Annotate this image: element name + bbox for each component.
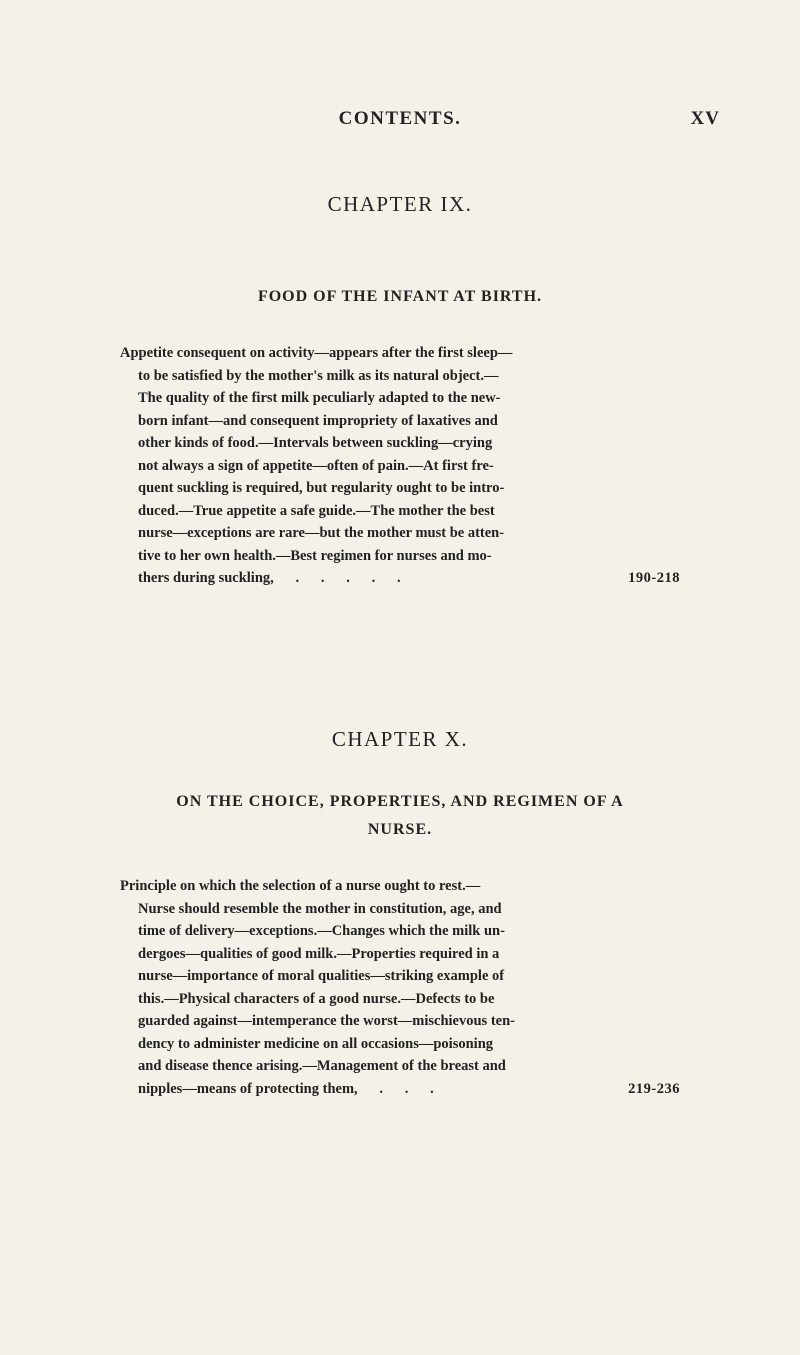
- chapter-ix-subtitle-block: [0, 283, 800, 311]
- running-title: CONTENTS.: [338, 108, 462, 129]
- chapter-subtitle: ON THE CHOICE, PROPERTIES, AND REGIMEN OF A: [176, 793, 624, 810]
- synopsis-final-text: nipples—means of protecting them, . . .: [138, 1080, 434, 1097]
- chapter-subtitle: NURSE.: [367, 821, 433, 838]
- synopsis-line: Appetite consequent on activity—appears after the first sleep—: [120, 345, 513, 361]
- synopsis-line: quent suckling is required, but regularity ought to be intro-: [138, 480, 505, 496]
- chapter-heading: CHAPTER X.: [331, 727, 469, 751]
- chapter-x-heading-block: [0, 727, 800, 752]
- running-head: [0, 108, 800, 138]
- synopsis-line: this.—Physical characters of a good nurse.—Defects to be: [138, 990, 495, 1007]
- chapter-ix-synopsis: [120, 342, 680, 590]
- chapter-subtitle: FOOD OF THE INFANT AT BIRTH.: [257, 288, 543, 305]
- synopsis-final-text: thers during suckling, . . . . .: [138, 570, 401, 586]
- synopsis-line: born infant—and consequent impropriety of laxatives and: [138, 412, 498, 429]
- synopsis-line: nurse—exceptions are rare—but the mother must be atten-: [138, 525, 505, 541]
- synopsis-line: Nurse should resemble the mother in constitution, age, and: [138, 900, 502, 917]
- synopsis-line: dergoes—qualities of good milk.—Properties required in a: [138, 945, 500, 962]
- chapter-heading: CHAPTER IX.: [327, 192, 473, 216]
- synopsis-final-line: [120, 567, 680, 590]
- synopsis-line: nurse—importance of moral qualities—striking example of: [138, 968, 505, 984]
- synopsis-line: tive to her own health.—Best regimen for nurses and mo-: [138, 547, 492, 564]
- synopsis-line: Principle on which the selection of a nurse ought to rest.—: [120, 878, 481, 894]
- chapter-x-synopsis: [120, 875, 680, 1100]
- synopsis-line: The quality of the first milk peculiarly adapted to the new-: [138, 390, 501, 406]
- synopsis-line: dency to administer medicine on all occasions—poisoning: [138, 1035, 494, 1052]
- page-folio: XV: [690, 108, 720, 129]
- synopsis-line: duced.—True appetite a safe guide.—The mother the best: [138, 502, 495, 519]
- synopsis-final-line: [120, 1078, 680, 1101]
- synopsis-line: time of delivery—exceptions.—Changes which the milk un-: [138, 923, 505, 939]
- synopsis-line: to be satisfied by the mother's milk as its natural object.—: [138, 367, 499, 384]
- synopsis-line: not always a sign of appetite—often of pain.—At first fre-: [138, 457, 494, 474]
- synopsis-line: other kinds of food.—Intervals between suckling—crying: [138, 435, 493, 451]
- synopsis-line: and disease thence arising.—Management of the breast and: [138, 1058, 506, 1074]
- page-range: 190-218: [628, 570, 680, 586]
- chapter-ix-heading-block: [0, 192, 800, 217]
- synopsis-line: guarded against—intemperance the worst—mischievous ten-: [138, 1013, 515, 1029]
- page-range: 219-236: [628, 1080, 680, 1097]
- chapter-x-subtitle-block: [0, 788, 800, 844]
